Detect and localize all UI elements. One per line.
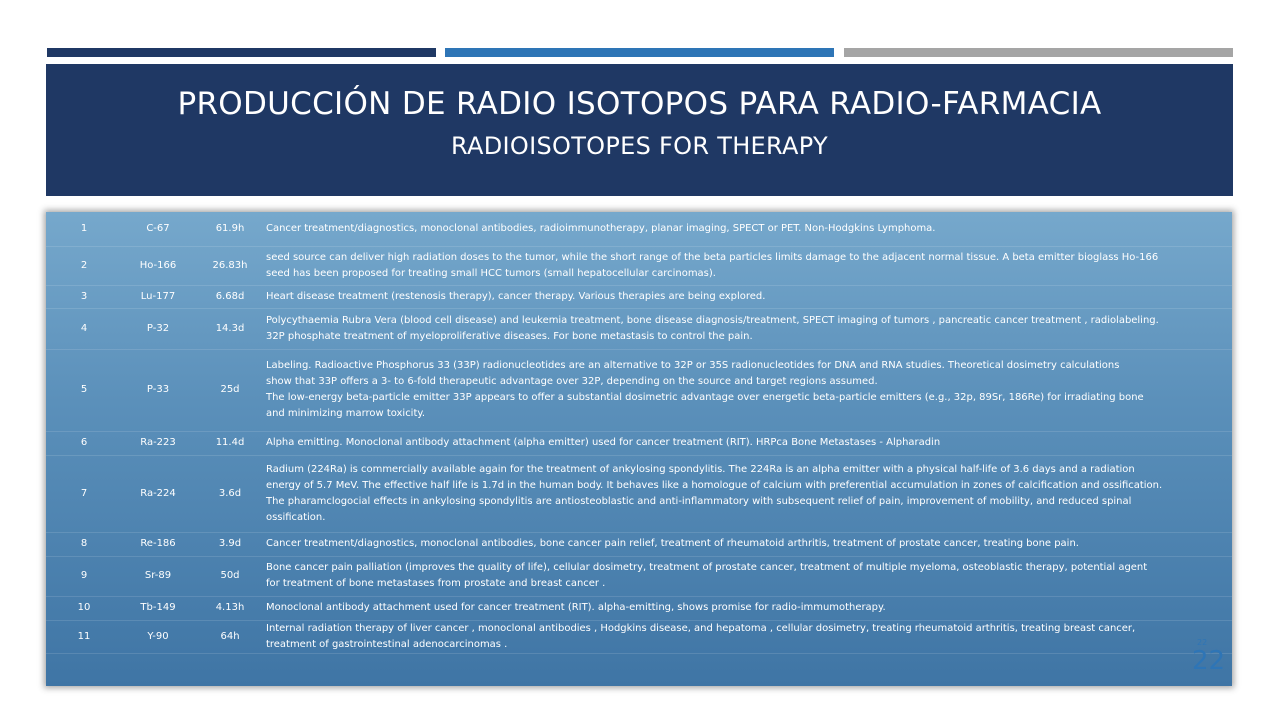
- description-line: Polycythaemia Rubra Vera (blood cell disease) and leukemia treatment, bone disease diagnosis/treatment, SPECT imaging of tumors , pancreatic cancer treatment , radiolabeling.: [266, 314, 1159, 326]
- description-line: 32P phosphate treatment of myeloproliferative diseases. For bone metastasis to control the pain.: [266, 330, 753, 342]
- isotope-table-container: [46, 212, 1232, 686]
- description-line: The low-energy beta-particle emitter 33P appears to offer a substantial dosimetric advantage over energetic beta-particle emitters (e.g., 32p, 89Sr, 186Re) for irradiating bone: [266, 392, 1144, 403]
- row-description: [266, 620, 1232, 653]
- row-half-life: 26.83h: [194, 246, 266, 285]
- description-line: Alpha emitting. Monoclonal antibody attachment (alpha emitter) used for cancer treatment (RIT). HRPca Bone Metastases - Alpharadin: [266, 437, 941, 448]
- row-half-life: 50d: [194, 556, 266, 596]
- table-row: [46, 246, 1232, 285]
- description-line: Cancer treatment/diagnostics, monoclonal antibodies, radioimmunotherapy, planar imaging, SPECT or PET. Non-Hodgkins Lymphoma.: [266, 222, 936, 234]
- description-line: treatment of gastrointestinal adenocarcinomas .: [266, 638, 508, 650]
- accent-bar-gray: [844, 48, 1233, 57]
- row-description: [266, 596, 1232, 620]
- description-line: and minimizing marrow toxicity.: [266, 408, 426, 419]
- row-isotope: Ra-224: [122, 455, 194, 532]
- row-half-life: 3.9d: [194, 532, 266, 556]
- description-line: seed has been proposed for treating small HCC tumors (small hepatocellular carcinomas).: [266, 267, 716, 279]
- row-half-life: 4.13h: [194, 596, 266, 620]
- description-line: Radium (224Ra) is commercially available again for the treatment of ankylosing spondylitis. The 224Ra is an alpha emitter with a physical half-life of 3.6 days and a radiation: [266, 463, 1135, 475]
- row-half-life: 25d: [194, 349, 266, 431]
- row-description: [266, 431, 1232, 455]
- row-isotope: Ra-223: [122, 431, 194, 455]
- row-description: [266, 349, 1232, 431]
- description-line: Internal radiation therapy of liver cancer , monoclonal antibodies , Hodgkins disease, and hepatoma , cellular dosimetry, treating rheumatoid arthritis, treating breast cancer,: [266, 622, 1136, 634]
- accent-bar-navy: [47, 48, 436, 57]
- row-isotope: Y-90: [122, 620, 194, 653]
- row-number: 9: [46, 556, 122, 596]
- table-row: [46, 556, 1232, 596]
- isotope-table-body: [46, 212, 1232, 653]
- table-row: [46, 455, 1232, 532]
- table-row: [46, 620, 1232, 653]
- table-row: [46, 532, 1232, 556]
- description-line: seed source can deliver high radiation doses to the tumor, while the short range of the beta particles limits damage to the adjacent normal tissue. A beta emitter bioglass Ho-166: [266, 251, 1159, 263]
- row-description: [266, 285, 1232, 308]
- row-isotope: Lu-177: [122, 285, 194, 308]
- row-description: [266, 308, 1232, 349]
- row-isotope: C-67: [122, 212, 194, 246]
- row-isotope: Tb-149: [122, 596, 194, 620]
- table-row: [46, 349, 1232, 431]
- table-row: [46, 285, 1232, 308]
- row-number: 10: [46, 596, 122, 620]
- row-number: 2: [46, 246, 122, 285]
- row-description: [266, 556, 1232, 596]
- description-line: energy of 5.7 MeV. The effective half life is 1.7d in the human body. It behaves like a homologue of calcium with preferential accumulation in zones of calcification and ossification.: [266, 479, 1163, 491]
- row-isotope: Sr-89: [122, 556, 194, 596]
- row-number: 1: [46, 212, 122, 246]
- description-line: Heart disease treatment (restenosis therapy), cancer therapy. Various therapies are being explored.: [266, 290, 766, 302]
- slide-subtitle: RADIOISOTOPES FOR THERAPY: [451, 132, 828, 160]
- description-line: Labeling. Radioactive Phosphorus 33 (33P) radionucleotides are an alternative to 32P or 35S radionucleotides for DNA and RNA studies. Theoretical dosimetry calculations: [266, 360, 1120, 371]
- row-number: 11: [46, 620, 122, 653]
- row-half-life: 14.3d: [194, 308, 266, 349]
- row-isotope: Ho-166: [122, 246, 194, 285]
- row-isotope: P-33: [122, 349, 194, 431]
- row-half-life: 6.68d: [194, 285, 266, 308]
- slide-number: 22: [1192, 646, 1226, 676]
- table-row: [46, 431, 1232, 455]
- table-row: [46, 212, 1232, 246]
- row-isotope: P-32: [122, 308, 194, 349]
- table-row: [46, 308, 1232, 349]
- row-number: 5: [46, 349, 122, 431]
- slide-title: PRODUCCIÓN DE RADIO ISOTOPOS PARA RADIO-FARMACIA: [177, 86, 1102, 122]
- description-line: ossification.: [266, 511, 326, 523]
- row-description: [266, 212, 1232, 246]
- row-description: [266, 532, 1232, 556]
- slide-number-small: 22: [1197, 638, 1208, 647]
- row-number: 4: [46, 308, 122, 349]
- description-line: for treatment of bone metastases from prostate and breast cancer .: [266, 578, 606, 589]
- row-isotope: Re-186: [122, 532, 194, 556]
- description-line: The pharamclogocial effects in ankylosing spondylitis are antiosteoblastic and anti-inflammatory with subsequent relief of pain, improvement of mobility, and reduced spinal: [266, 495, 1132, 507]
- isotope-table: [46, 212, 1232, 654]
- table-row: [46, 596, 1232, 620]
- row-description: [266, 455, 1232, 532]
- row-half-life: 64h: [194, 620, 266, 653]
- row-description: [266, 246, 1232, 285]
- description-line: Monoclonal antibody attachment used for cancer treatment (RIT). alpha-emitting, shows promise for radio-immumotherapy.: [266, 602, 886, 613]
- title-banner: [46, 64, 1233, 196]
- description-line: Bone cancer pain palliation (improves the quality of life), cellular dosimetry, treatment of prostate cancer, treatment of multiple myeloma, osteoblastic therapy, potential agent: [266, 562, 1148, 573]
- row-half-life: 11.4d: [194, 431, 266, 455]
- row-half-life: 3.6d: [194, 455, 266, 532]
- row-number: 8: [46, 532, 122, 556]
- description-line: Cancer treatment/diagnostics, monoclonal antibodies, bone cancer pain relief, treatment of rheumatoid arthritis, treatment of prostate cancer, treating bone pain.: [266, 538, 1079, 549]
- row-half-life: 61.9h: [194, 212, 266, 246]
- accent-bar-blue: [445, 48, 834, 57]
- row-number: 7: [46, 455, 122, 532]
- row-number: 3: [46, 285, 122, 308]
- row-number: 6: [46, 431, 122, 455]
- description-line: show that 33P offers a 3- to 6-fold therapeutic advantage over 32P, depending on the source and target regions assumed.: [266, 376, 878, 387]
